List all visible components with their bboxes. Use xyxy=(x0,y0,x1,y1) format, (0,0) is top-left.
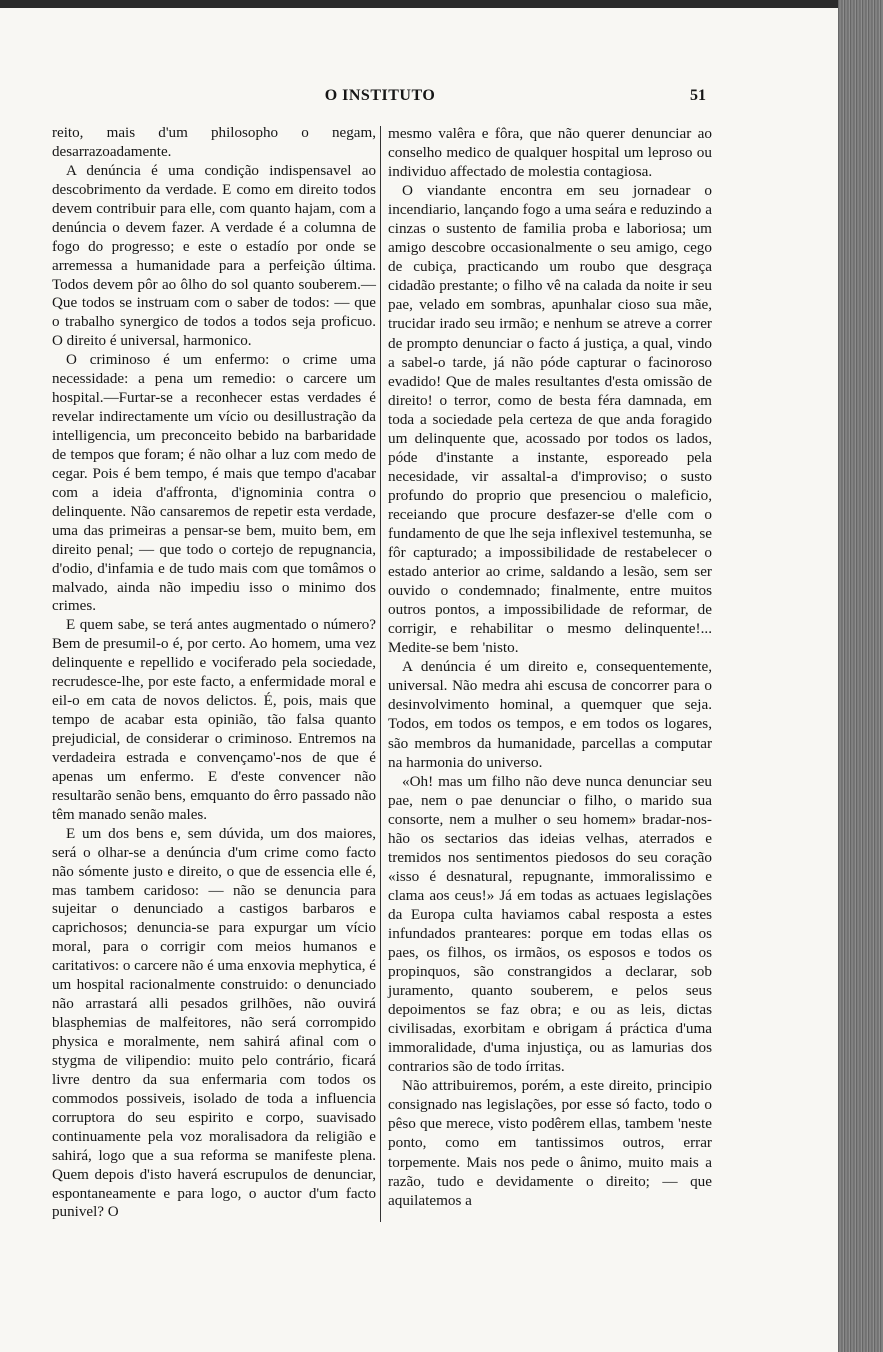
paragraph: reito, mais d'um philosopho o negam, desarrazoadamente. xyxy=(52,125,376,160)
paragraph: Não attribuiremos, porém, a este direito, principio consignado nas legislações, por esse só facto, todo o pêso que merece, visto podêrem ellas, tambem 'neste ponto, como em tantissimos outros, errar torpemente. Mais nos pede o ânimo, muito mais a razão, tudo e devidamente o direito; — que aquilatemos a xyxy=(388,1077,712,1209)
paragraph: A denúncia é um direito e, consequentemente, universal. Não medra ahi escusa de concorrer para o desinvolvimento hominal, a quemquer que seja. Todos, em todos os tempos, e em todos os logares, são membros da humanidade, parcellas a computar na harmonia do universo. xyxy=(388,658,712,771)
left-column xyxy=(52,124,376,1222)
paragraph: mesmo valêra e fôra, que não querer denunciar ao conselho medico de qualquer hospital um leproso ou individuo affectado de molestia contagiosa. xyxy=(388,125,712,181)
paragraph: E um dos bens e, sem dúvida, um dos maiores, será o olhar-se a denúncia d'um crime como facto não sómente justo e direito, o que de essencia elle é, mas tambem caridoso: — não se denuncia para sujeitar o denunciado a castigos barbaros e caprichosos; denuncia-se para expurgar um vício moral, para o corrigir com meios humanos e caritativos: o carcere não é uma enxovia mephytica, é um hospital racionalmente construido: o denunciado não arrastará alli pesados grilhões, não ouvirá blasphemias de malfeitores, não será corrompido physica e moralmente, nem sahirá afinal com o stygma de vilipendio: muito pelo contrário, ficará livre dentro da sua enfermaria com todos os commodos possiveis, isolado de toda a influencia corruptora do seu espirito e corpo, suavisado continuamente pela voz moralisadora da religião e sahirá, logo que a sua reforma se manifeste plena. Quem depois d'isto haverá escrupulos de denunciar, espontaneamente e para logo, o auctor d'um facto punivel? O xyxy=(52,825,376,1221)
paragraph: O criminoso é um enfermo: o crime uma necessidade: a pena um remedio: o carcere um hospital.—Furtar-se a reconhecer estas verdades é revelar indirectamente um vício ou desillustração da intelligencia, um preconceito bebido na barbaridade de tempos que foram; é não olhar a luz com medo de cegar. Pois é bem tempo, é mais que tempo d'acabar com a ideia d'affronta, d'ignominia contra o delinquente. Não cansaremos de repetir esta verdade, uma das primeiras a pensar-se bem, muito bem, em direito penal; — que todo o cortejo de repugnancia, d'odio, d'infamia e de tudo mais com que tomâmos o malvado, ainda não impediu isso o minimo dos crimes. xyxy=(52,352,376,615)
right-column xyxy=(388,124,712,1210)
column-divider xyxy=(380,126,381,1222)
paragraph: A denúncia é uma condição indispensavel ao descobrimento da verdade. E como em direito todos devem contribuir para elle, com quanto hajam, com a denúncia o devem fazer. A verdade é a columna de fogo do progresso; e este o estadío por onde se arremessa a humanidade para a perfeição última. Todos devem pôr ao ôlho do sol quanto souberem.— Que todos se instruam com o saber de todos: — que o trabalho synergico de todos a todos seja proficuo. O direito é universal, harmonico. xyxy=(52,162,376,350)
page-number: 51 xyxy=(690,87,706,104)
paragraph: O viandante encontra em seu jornadear o incendiario, lançando fogo a uma seára e reduzindo a cinzas o sustento de familia proba e laboriosa; um amigo descobre occasionalmente o seu amigo, cego de cubiça, practicando um roubo que desgraça cidadão prestante; o filho vê na calada da noite ir seu pae, velado em sombras, apunhalar cioso sua mãe, trucidar irado seu irmão; e nenhum se atreve a correr de prompto denunciar o facto á justiça, a qual, vindo a sabel-o tarde, já não póde capturar o facinoroso evadido! Que de males resultantes d'esta omissão de direito! o terror, como de besta féra damnada, em toda a sociedade pela certeza de que anda foragido um delinquente que, acossado por todos os lados, póde d'instante a instante, esporeado pela necesidade, vir assaltal-a d'improviso; o susto profundo do proprio que presenciou o maleficio, receiando que procure desfazer-se d'elle com o fundamento de que lhe seja inflexivel testemunha, se fôr capturado; a impossibilidade de restabelecer o estado anterior ao crime, saldando a lesão, sem ser ouvido o condemnado; finalmente, entre muitos outros pontos, a impossibilidade de reformar, de corrigir, e rehabilitar o mesmo delinquente!... Medite-se bem 'nisto. xyxy=(388,182,712,657)
paragraph: «Oh! mas um filho não deve nunca denunciar seu pae, nem o pae denunciar o filho, o marido sua consorte, nem a mulher o seu homem» bradar-nos-hão os sectarios das ideias velhas, aterrados e tremidos nos sentimentos piedosos do seu coração «isso é desnatural, repugnante, immoralissimo e clama aos ceus!» Já em todas as actuaes legislações da Europa culta haviamos cabal resposta a estes infundados pranteares: porque em todas ellas os paes, os filhos, os irmãos, os esposos e todos os propinquos, são constrangidos a declarar, sob juramento, quanto souberem, e pelos seus depoimentos se faz obra; e ou as leis, dictas civilisadas, exorbitam e obrigam á práctica d'uma immoralidade, d'uma injustiça, ou as lamurias dos contrarios são de todo írritas. xyxy=(388,772,712,1076)
book-page-edge xyxy=(838,0,883,1352)
paragraph: E quem sabe, se terá antes augmentado o número? Bem de presumil-o é, por certo. Ao homem, uma vez delinquente e repellido e vociferado pela sociedade, recrudesce-lhe, por este facto, a enfermidade moral e eil-o em cata de novos delictos. É, pois, mais que tempo de acabar esta opinião, tão falsa quanto prejudicial, de considerar o criminoso. Entremos na verdadeira estrada e convençamo'-nos de que é apenas um enfermo. E d'este convencer não resultarão senão bens, emquanto do êrro passado não têm manado senão males. xyxy=(52,617,376,823)
running-title: O INSTITUTO xyxy=(324,87,436,104)
